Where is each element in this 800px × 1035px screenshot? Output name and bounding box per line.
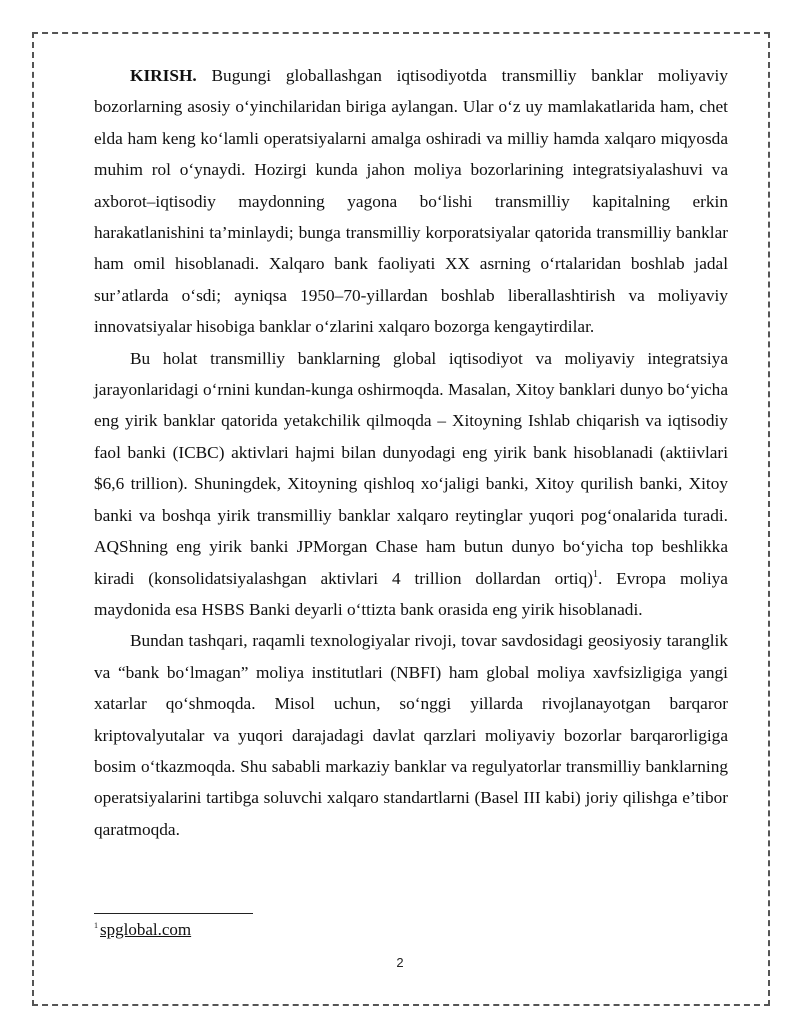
paragraph-banks (94, 343, 728, 626)
paragraph-text: Bugungi globallashgan iqtisodiyotda transmilliy banklar moliyaviy bozorlarning asosiy o‘yinchilaridan biriga aylangan. Ular o‘z uy mamlakatlarida ham, chet elda ham keng ko‘lamli operatsiyalarni amalga oshiradi va milliy hamda xalqaro miqyosda muhim rol o‘ynaydi. Hozirgi kunda jahon moliya bozorlarining integratsiyalashuvi va axborot–iqtisodiy maydonning yagona bo‘lishi transmilliy kapitalning erkin harakatlanishini ta’minlaydi; bunga transmilliy korporatsiyalar qatorida transmilliy banklar ham omil hisoblanadi. Xalqaro bank faoliyati XX asrning o‘rtalaridan boshlab jadal sur’atlarda o‘sdi; ayniqsa 1950–70-yillardan boshlab liberallashtirish va moliyaviy innovatsiyalar hisobiga banklar o‘zlarini xalqaro bozorga kengaytirdilar. (94, 66, 728, 337)
footnote-separator (94, 913, 253, 914)
paragraph-text: Bundan tashqari, raqamli texnologiyalar rivoji, tovar savdosidagi geosiyosiy taranglik va “bank bo‘lmagan” moliya institutlari (NBFI) ham global moliya xavfsizligiga yangi xatarlar qo‘shmoqda. Misol uchun, so‘nggi yillarda rivojlanayotgan barqaror kriptovalyutalar va yuqori darajadagi davlat qarzlari moliyaviy bozorlar barqarorligiga bosim o‘tkazmoqda. Shu sababli markaziy banklar va regulyatorlar transmilliy banklarning operatsiyalarini tartibga soluvchi xalqaro standartlarni (Basel III kabi) joriy qilishga e’tibor qaratmoqda. (94, 631, 728, 839)
paragraph-risks (94, 625, 728, 845)
footnote-mark: 1 (94, 921, 98, 931)
footnote-reference[interactable]: 1 (592, 568, 598, 580)
page-number: 2 (396, 955, 404, 970)
paragraph-intro (94, 60, 728, 343)
section-heading: KIRISH. (130, 66, 197, 85)
paragraph-text: . Evropa moliya maydonida esa HSBS Banki deyarli o‘ttizta bank orasida eng yirik hisoblanadi. (94, 568, 728, 619)
footnote-link[interactable]: spglobal.com (100, 920, 192, 939)
document-body (94, 60, 728, 845)
paragraph-text: Bu holat transmilliy banklarning global iqtisodiyot va moliyaviy integratsiya jarayonlaridagi o‘rnini kundan-kunga oshirmoqda. Masalan, Xitoy banklari dunyo bo‘yicha eng yirik banklar qatorida yetakchilik qilmoqda – Xitoyning Ishlab chiqarish va iqtisodiy faol banki (ICBC) aktivlari hajmi bilan dunyodagi eng yirik bank hisoblanadi (aktiivlari $6,6 trillion). Shuningdek, Xitoyning qishloq xo‘jaligi banki, Xitoy qurilish banki, Xitoy banki va boshqa yirik transmilliy banklar xalqaro reytinglar yuqori pog‘onalarida turadi. AQShning eng yirik banki JPMorgan Chase ham butun dunyo bo‘yicha top beshlikka kiradi (konsolidatsiyalashgan aktivlari 4 trillion dollardan ortiq) (94, 348, 728, 588)
footnote (94, 920, 191, 940)
